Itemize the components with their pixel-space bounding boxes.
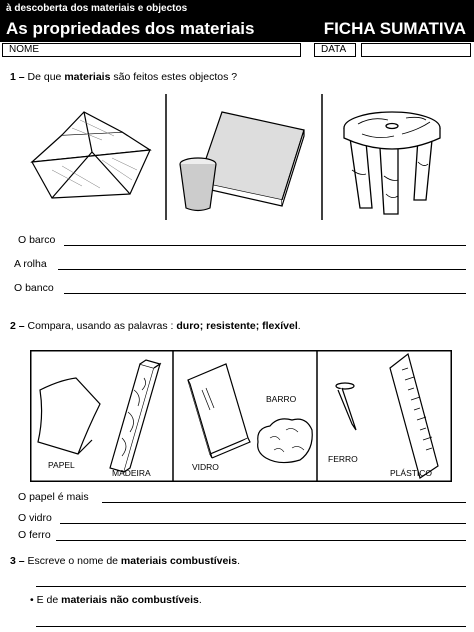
label-ferro: FERRO [328, 454, 358, 464]
cork-cup-drawing [180, 158, 216, 211]
q3-bullet-after: . [198, 594, 202, 606]
q1-images [22, 90, 462, 222]
q1-number: 1 – [10, 71, 25, 83]
q2-line-ferro[interactable] [56, 540, 466, 541]
q3-line-nao-combustiveis[interactable] [36, 626, 466, 627]
q2-text-after: . [297, 320, 301, 332]
name-label: NOME [9, 44, 39, 55]
worksheet-type: FICHA SUMATIVA [323, 19, 466, 38]
q2-line-papel-label: O papel é mais [18, 491, 89, 503]
q1-line-banco-label: O banco [14, 282, 54, 294]
label-barro: BARRO [266, 394, 297, 404]
q1-line-barco-label: O barco [18, 234, 56, 246]
q2-line-ferro-label: O ferro [18, 529, 51, 541]
q3-line-combustiveis[interactable] [36, 586, 466, 587]
q3-bullet-before: • E de [30, 594, 59, 606]
q3-bold: materiais combustíveis [120, 555, 238, 567]
q2-bold: duro; resistente; flexível [176, 320, 298, 332]
q3-text-after: . [237, 555, 240, 567]
date-label: DATA [321, 44, 347, 55]
question-2 [10, 320, 301, 332]
q1-line-rolha[interactable] [58, 269, 466, 270]
q3-bullet [30, 594, 202, 606]
date-value-box[interactable] [361, 43, 471, 57]
q1-line-barco[interactable] [64, 245, 466, 246]
name-date-bar [0, 42, 474, 58]
label-vidro: VIDRO [192, 462, 219, 472]
q2-text-before: Compara, usando as palavras : [27, 320, 174, 332]
question-1 [10, 71, 237, 83]
header-bar [0, 0, 474, 42]
page-title: As propriedades dos materiais [6, 19, 255, 38]
label-plastico: PLÁSTICO [390, 468, 433, 478]
name-field[interactable] [2, 43, 301, 57]
label-papel: PAPEL [48, 460, 75, 470]
paper-boat-drawing [32, 112, 150, 198]
date-field[interactable] [314, 43, 356, 57]
cork-square-drawing [198, 112, 304, 206]
q3-bullet-bold: materiais não combustíveis [61, 594, 199, 606]
question-3 [10, 555, 240, 567]
q2-images [30, 350, 452, 482]
q1-line-banco[interactable] [64, 293, 466, 294]
header-subtitle: à descoberta dos materiais e objectos [6, 3, 188, 14]
q2-number: 2 – [10, 320, 25, 332]
q3-text-before: Escreve o nome de [27, 555, 118, 567]
label-madeira: MADEIRA [112, 468, 151, 478]
q1-text-before: De que [27, 71, 62, 83]
q2-line-vidro-label: O vidro [18, 512, 52, 524]
q2-line-papel[interactable] [102, 502, 466, 503]
q1-line-rolha-label: A rolha [14, 258, 47, 270]
q2-line-vidro[interactable] [60, 523, 466, 524]
q1-bold: materiais [64, 71, 111, 83]
q1-text-after: são feitos estes objectos ? [113, 71, 238, 83]
wooden-stool-drawing [344, 112, 440, 214]
q3-number: 3 – [10, 555, 25, 567]
